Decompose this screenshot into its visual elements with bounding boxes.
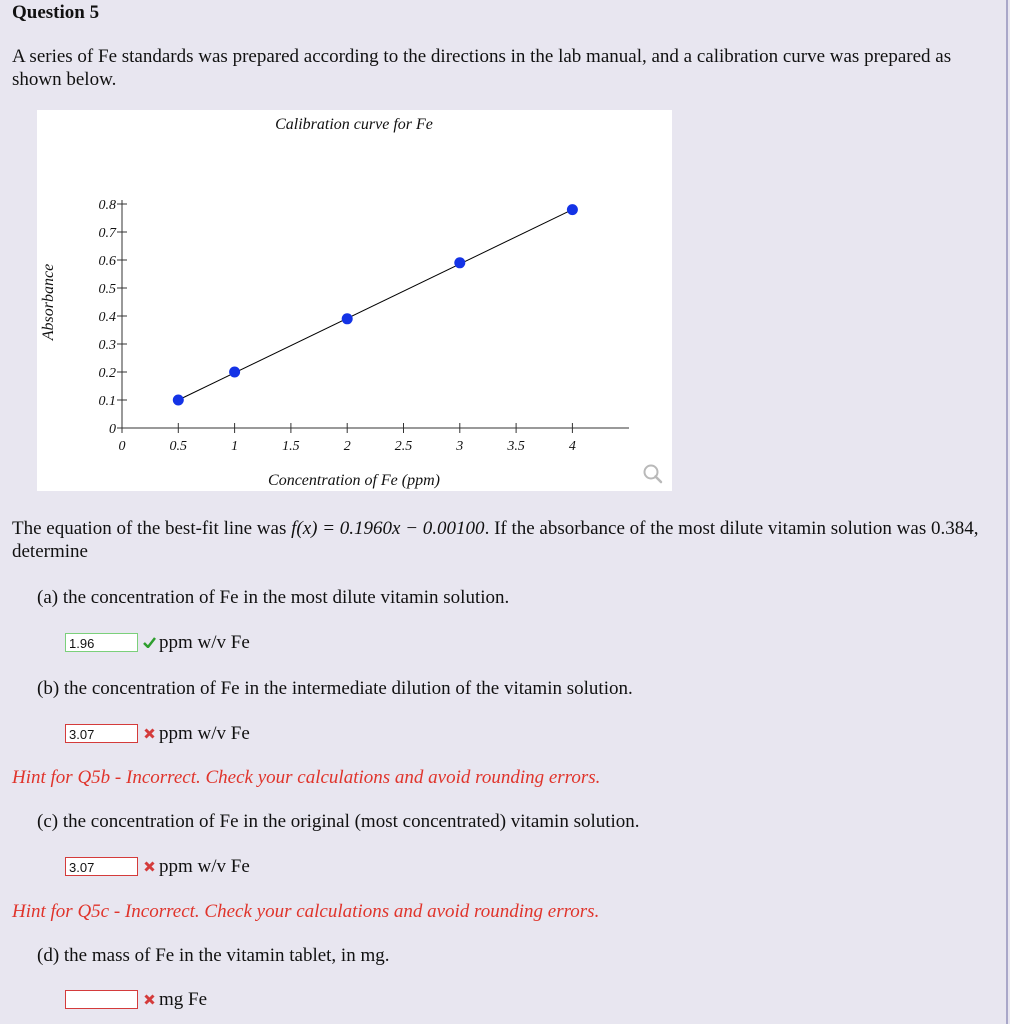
- intro-text: A series of Fe standards was prepared according to the directions in the lab manual, and a calibration curve was prepared as shown below.: [12, 46, 952, 90]
- x-tick-label: 3.5: [507, 439, 525, 454]
- y-tick-label: 0.5: [98, 282, 116, 297]
- y-tick-label: 0.6: [98, 254, 116, 269]
- x-tick-label: 1: [231, 439, 239, 454]
- x-tick-label: 1.5: [282, 439, 300, 454]
- x-tick-label: 3: [456, 439, 464, 454]
- part-c-input[interactable]: 3.07: [65, 857, 138, 876]
- hint-q5c-link[interactable]: Hint for Q5c - Incorrect. Check your calculations and avoid rounding errors.: [12, 901, 600, 922]
- part-c-prompt: (c) the concentration of Fe in the original (most concentrated) vitamin solution.: [37, 811, 640, 832]
- calibration-chart: [37, 110, 672, 491]
- y-tick-label: 0.1: [98, 394, 116, 409]
- part-b-input[interactable]: 3.07: [65, 724, 138, 743]
- y-tick-label: 0.8: [98, 198, 116, 213]
- part-d-input[interactable]: [65, 990, 138, 1009]
- equation-prefix: The equation of the best-fit line was: [12, 518, 292, 539]
- y-tick-label: 0.3: [98, 338, 116, 353]
- part-a-answer-row: [65, 632, 250, 653]
- y-tick-label: 0.4: [98, 310, 116, 325]
- x-icon: [142, 860, 156, 874]
- chart-title: Calibration curve for Fe: [275, 116, 433, 133]
- part-c-answer-row: [65, 856, 250, 877]
- x-tick-label: 0: [118, 439, 126, 454]
- data-point: [173, 395, 184, 406]
- equation-paragraph: [12, 517, 997, 563]
- y-axis-label: Absorbance: [40, 263, 57, 341]
- part-b-prompt: (b) the concentration of Fe in the intermediate dilution of the vitamin solution.: [37, 678, 633, 699]
- check-icon: [142, 636, 156, 650]
- x-axis-label: Concentration of Fe (ppm): [268, 472, 440, 489]
- part-c-unit: ppm w/v Fe: [159, 855, 250, 877]
- part-b-answer-row: [65, 723, 250, 744]
- x-tick-label: 0.5: [169, 439, 188, 454]
- y-tick-label: 0.2: [98, 366, 116, 381]
- data-point: [567, 204, 578, 215]
- x-tick-label: 4: [568, 439, 576, 454]
- x-icon: [142, 993, 156, 1007]
- question-title: Question 5: [12, 2, 100, 23]
- equation-suffix: . If the absorbance of the most dilute vitamin solution was 0.384, determine: [12, 518, 979, 562]
- magnifier-icon[interactable]: [645, 466, 662, 483]
- y-tick-label: 0.7: [98, 226, 116, 241]
- x-tick-label: 2.5: [394, 439, 413, 454]
- data-point: [229, 367, 240, 378]
- x-icon: [142, 727, 156, 741]
- hint-q5b-link[interactable]: Hint for Q5b - Incorrect. Check your calculations and avoid rounding errors.: [12, 767, 601, 788]
- y-ticks: [99, 198, 128, 437]
- x-tick-label: 2: [343, 439, 351, 454]
- y-tick-label: 0: [109, 422, 116, 437]
- chart-panel: [37, 110, 672, 491]
- part-a-input[interactable]: 1.96: [65, 633, 138, 652]
- data-point: [342, 313, 353, 324]
- part-d-unit: mg Fe: [159, 988, 208, 1010]
- part-b-unit: ppm w/v Fe: [159, 722, 250, 744]
- part-d-answer-row: [65, 989, 207, 1010]
- part-d-prompt: (d) the mass of Fe in the vitamin tablet, in mg.: [37, 945, 390, 966]
- part-a-unit: ppm w/v Fe: [159, 631, 250, 653]
- data-point: [454, 257, 465, 268]
- part-a-prompt: (a) the concentration of Fe in the most dilute vitamin solution.: [37, 587, 510, 608]
- equation-formula: f(x) = 0.1960x − 0.00100: [291, 518, 485, 539]
